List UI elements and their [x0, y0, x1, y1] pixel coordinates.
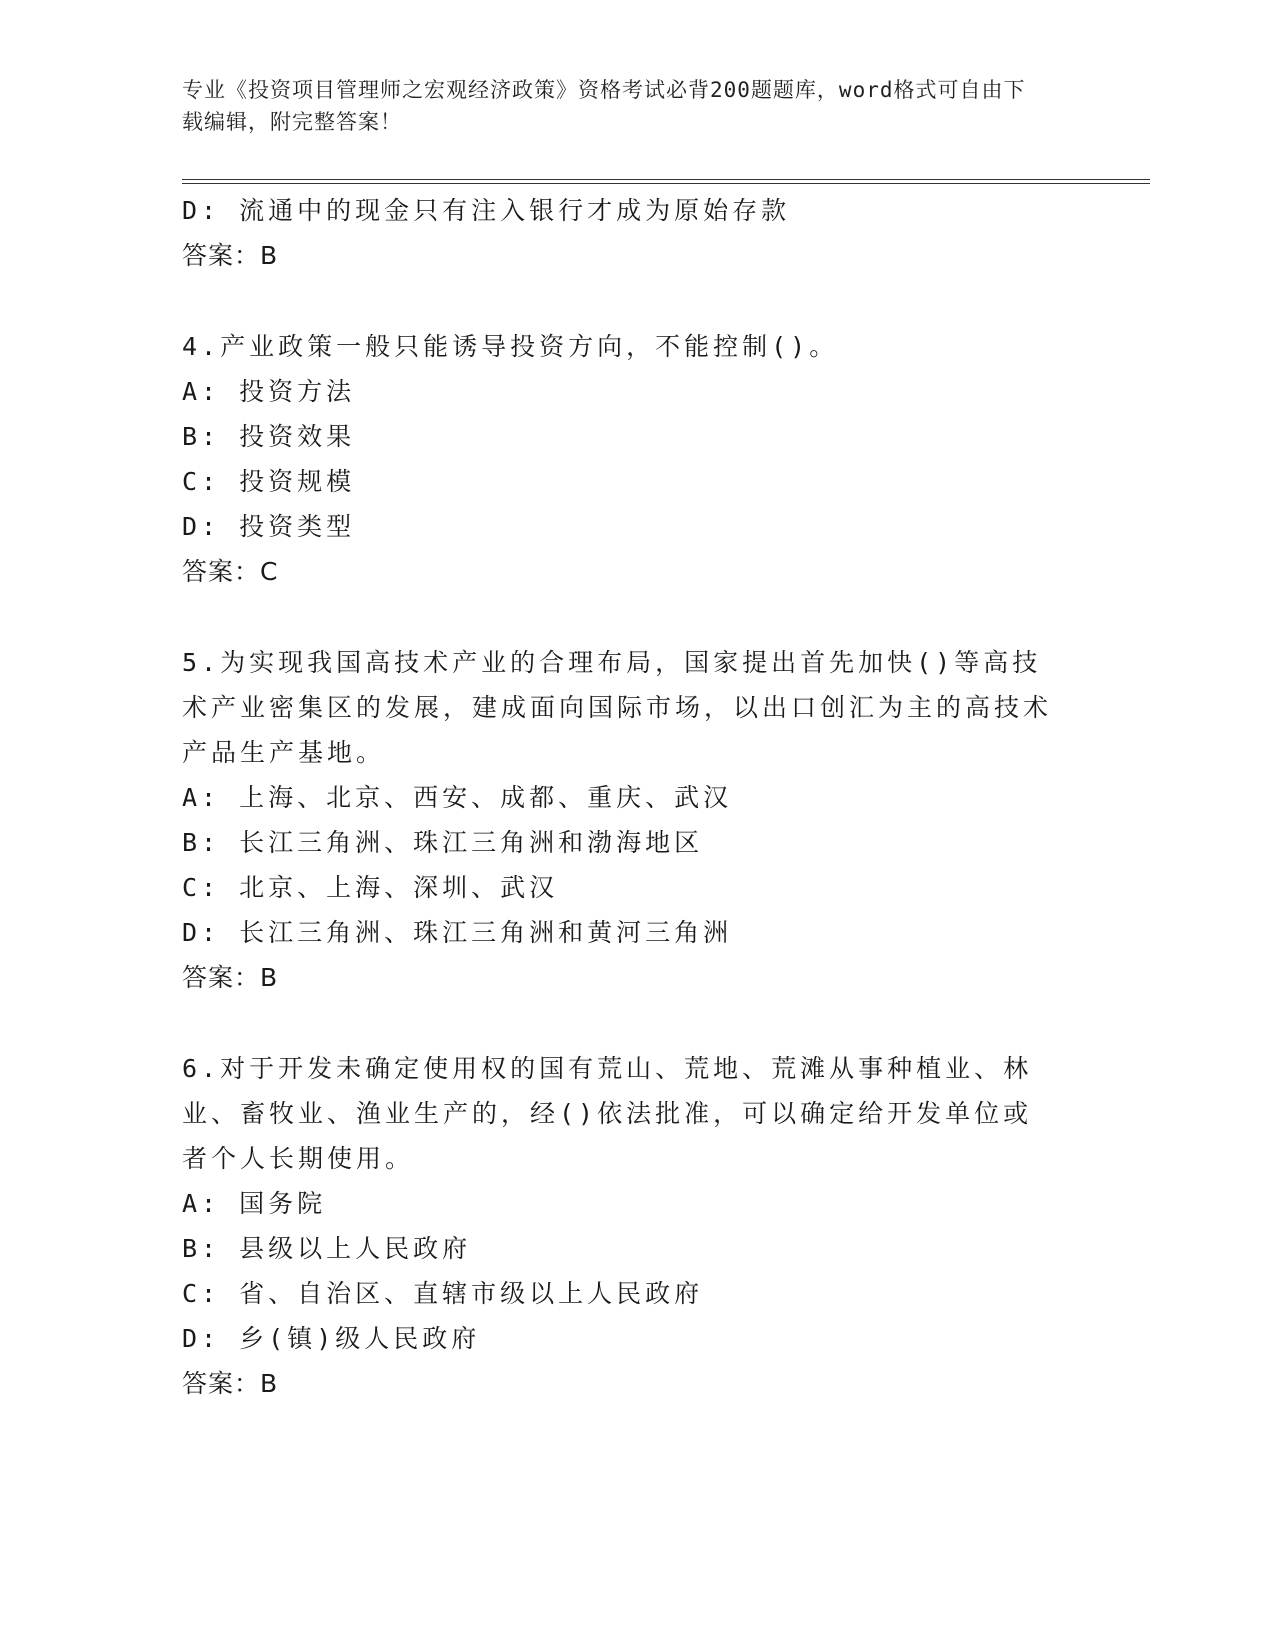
answer: 答案：B [182, 1369, 279, 1398]
question-stem: 6.对于开发未确定使用权的国有荒山、荒地、荒滩从事种植业、林业、畜牧业、渔业生产的，经()依法批准，可以确定给开发单位或者个人长期使用。 [182, 1054, 1033, 1173]
option-b: B: 投资效果 [182, 422, 356, 451]
question-content [182, 188, 1062, 1406]
question-stem: 4.产业政策一般只能诱导投资方向，不能控制()。 [182, 332, 839, 361]
question-4 [182, 324, 1062, 594]
option-c: C: 省、自治区、直辖市级以上人民政府 [182, 1279, 704, 1308]
option-a: A: 国务院 [182, 1189, 327, 1218]
option-b: B: 长江三角洲、珠江三角洲和渤海地区 [182, 828, 704, 857]
option-a: A: 投资方法 [182, 377, 356, 406]
option-c: C: 北京、上海、深圳、武汉 [182, 873, 559, 902]
answer: 答案：B [182, 963, 279, 992]
question-3-tail [182, 188, 1062, 278]
answer: 答案：C [182, 557, 279, 586]
question-6 [182, 1046, 1062, 1406]
spacer [182, 278, 1062, 324]
option-d: D: 长江三角洲、珠江三角洲和黄河三角洲 [182, 918, 733, 947]
option-b: B: 县级以上人民政府 [182, 1234, 472, 1263]
option-d: D: 投资类型 [182, 512, 356, 541]
option-c: C: 投资规模 [182, 467, 356, 496]
spacer [182, 1000, 1062, 1046]
option-d: D: 流通中的现金只有注入银行才成为原始存款 [182, 196, 791, 225]
question-5 [182, 640, 1062, 1000]
option-d: D: 乡(镇)级人民政府 [182, 1324, 481, 1353]
option-a: A: 上海、北京、西安、成都、重庆、武汉 [182, 783, 733, 812]
spacer [182, 594, 1062, 640]
answer: 答案：B [182, 241, 279, 270]
header-rule-bottom [182, 183, 1150, 184]
page-header: 专业《投资项目管理师之宏观经济政策》资格考试必背200题题库，word格式可自由下载编辑，附完整答案！ [182, 78, 1026, 134]
header-rule-top [182, 179, 1150, 180]
question-stem: 5.为实现我国高技术产业的合理布局，国家提出首先加快()等高技术产业密集区的发展，建成面向国际市场，以出口创汇为主的高技术产品生产基地。 [182, 648, 1053, 767]
